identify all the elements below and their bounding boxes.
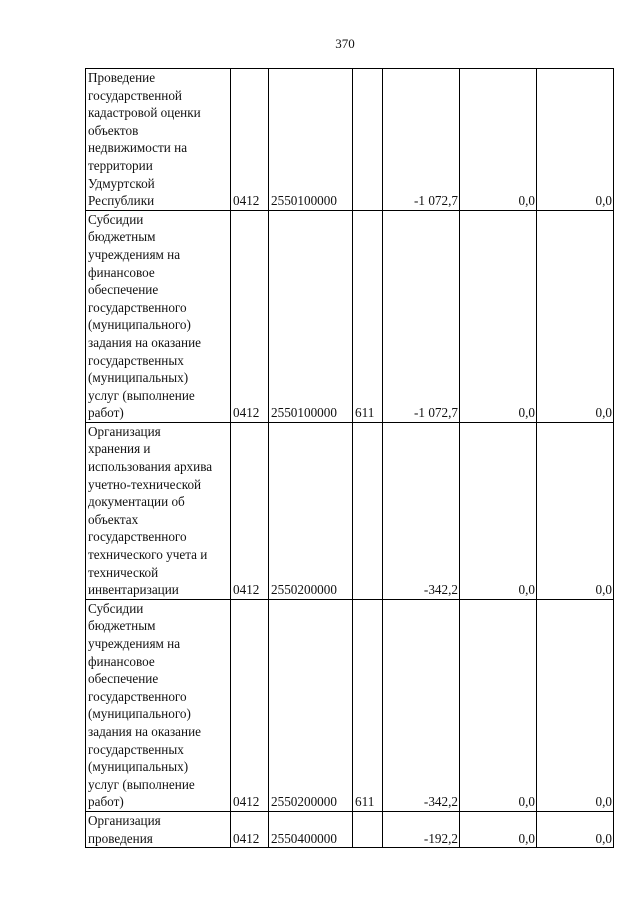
row-section-cell: 0412 <box>231 599 269 811</box>
row-name-cell: Субсидии бюджетным учреждениям на финансовое обеспечение государственного (муниципального) задания на оказание государственных (муниципальных) услуг (выполнение работ) <box>86 210 231 422</box>
row-name-cell: Организация хранения и использования архива учетно-технической документации об объектах государственного технического учета и технической инвентаризации <box>86 422 231 599</box>
row-value2-cell: 0,0 <box>460 811 537 847</box>
row-code-cell: 2550400000 <box>269 811 353 847</box>
row-value3-cell: 0,0 <box>537 422 614 599</box>
row-name-cell: Субсидии бюджетным учреждениям на финансовое обеспечение государственного (муниципального) задания на оказание государственных (муниципальных) услуг (выполнение работ) <box>86 599 231 811</box>
row-value2-cell: 0,0 <box>460 599 537 811</box>
row-value3-cell: 0,0 <box>537 210 614 422</box>
row-type-cell <box>353 811 383 847</box>
row-code-cell: 2550200000 <box>269 599 353 811</box>
row-type-cell: 611 <box>353 210 383 422</box>
row-name-cell: Организация проведения <box>86 811 231 847</box>
row-value3-cell: 0,0 <box>537 811 614 847</box>
budget-table <box>85 68 614 848</box>
row-code-cell: 2550200000 <box>269 422 353 599</box>
row-value2-cell: 0,0 <box>460 422 537 599</box>
row-section-cell: 0412 <box>231 811 269 847</box>
row-section-cell: 0412 <box>231 210 269 422</box>
table-row <box>86 422 614 599</box>
row-value2-cell: 0,0 <box>460 69 537 211</box>
row-value3-cell: 0,0 <box>537 599 614 811</box>
row-section-cell: 0412 <box>231 69 269 211</box>
row-type-cell: 611 <box>353 599 383 811</box>
table-row <box>86 210 614 422</box>
row-type-cell <box>353 69 383 211</box>
row-value3-cell: 0,0 <box>537 69 614 211</box>
row-section-cell: 0412 <box>231 422 269 599</box>
row-value1-cell: -192,2 <box>383 811 460 847</box>
row-value1-cell: -1 072,7 <box>383 210 460 422</box>
row-type-cell <box>353 422 383 599</box>
row-value1-cell: -342,2 <box>383 422 460 599</box>
row-code-cell: 2550100000 <box>269 210 353 422</box>
row-name-cell: Проведение государственной кадастровой оценки объектов недвижимости на территории Удмуртской Республики <box>86 69 231 211</box>
row-value1-cell: -1 072,7 <box>383 69 460 211</box>
row-value2-cell: 0,0 <box>460 210 537 422</box>
table-row <box>86 69 614 211</box>
table-row <box>86 811 614 847</box>
page-number: 370 <box>335 36 355 51</box>
table-row <box>86 599 614 811</box>
row-value1-cell: -342,2 <box>383 599 460 811</box>
row-code-cell: 2550100000 <box>269 69 353 211</box>
